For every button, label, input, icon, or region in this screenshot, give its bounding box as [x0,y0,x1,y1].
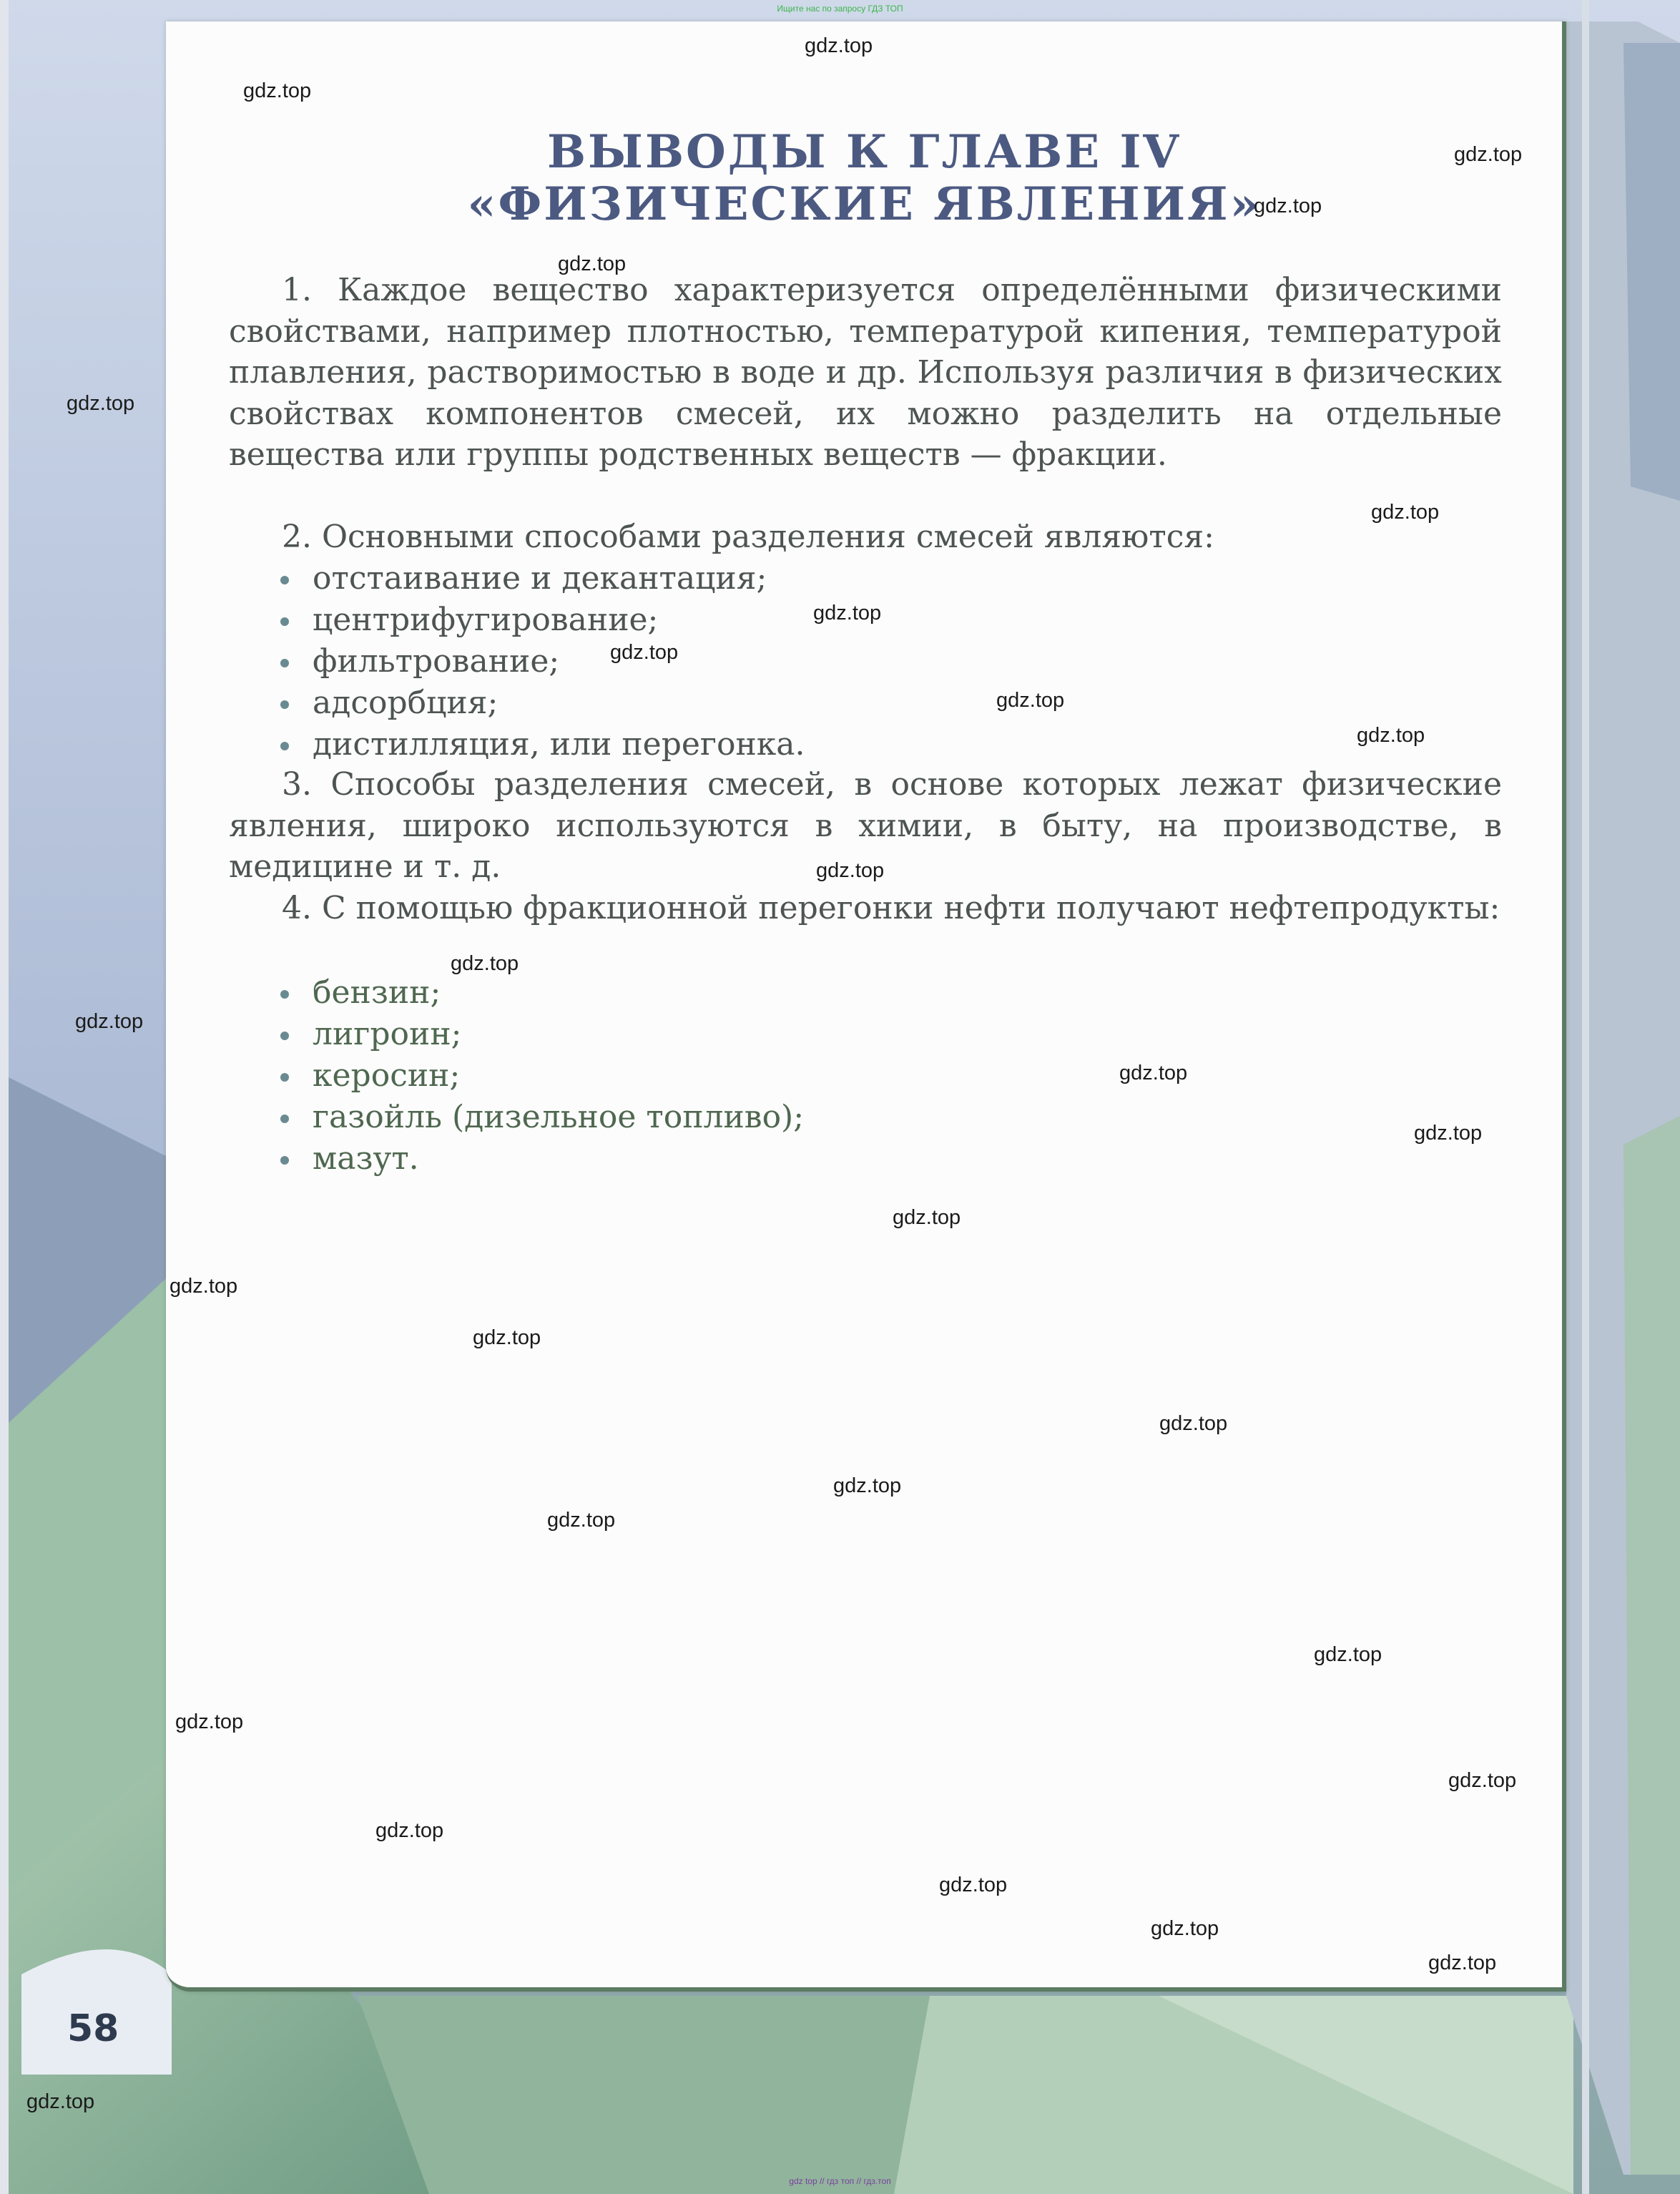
bullet-icon [280,990,289,999]
watermark: gdz.top [805,34,873,57]
bullet-icon [280,1032,289,1040]
conclusion-3-text: 3. Способы разделения смесей, в основе которых лежат физические явления, широко используются в химии, в быту, на производстве, в медицине и т. д. [229,766,1502,885]
watermark: gdz.top [170,1275,238,1298]
watermark: gdz.top [996,689,1065,712]
list-item: фильтрование; [313,643,560,680]
list-item: центрифугирование; [313,602,659,638]
watermark: gdz.top [75,1010,144,1033]
conclusion-2 [229,516,1502,558]
watermark: gdz.top [547,1509,616,1532]
top-banner: Ищите нас по запросу ГДЗ ТОП [777,4,903,14]
bullet-icon [280,700,289,709]
list-item: бензин; [313,974,441,1011]
watermark: gdz.top [816,859,885,882]
bullet-icon [280,576,289,584]
watermark: gdz.top [813,602,882,625]
watermark: gdz.top [1414,1122,1483,1145]
chapter-name-title: «ФИЗИЧЕСКИЕ ЯВЛЕНИЯ» [467,177,1261,231]
bullet-icon [280,617,289,626]
bullet-icon [280,1073,289,1082]
watermark: gdz.top [1357,724,1425,747]
list-item: мазут. [313,1140,419,1177]
watermark: gdz.top [1151,1917,1219,1940]
bullet-icon [280,1115,289,1123]
bullet-icon [280,742,289,750]
list-item: лигроин; [313,1016,462,1052]
conclusion-2-text: 2. Основными способами разделения смесей являются: [282,519,1214,555]
watermark: gdz.top [1254,195,1322,217]
watermark: gdz.top [1119,1062,1188,1084]
conclusion-1-text: 1. Каждое вещество характеризуется определёнными физическими свойствами, например плотностью, температурой кипения, температурой плавления, растворимостью в воде и др. Используя различия в физических свойствах компонентов смесей, их можно разделить на отдельные вещества или группы родственных веществ — фракции. [229,272,1502,473]
watermark: gdz.top [610,641,679,664]
list-item: газойль (дизельное топливо); [313,1099,805,1135]
watermark: gdz.top [451,952,519,975]
watermark: gdz.top [558,253,627,275]
watermark: gdz.top [26,2090,95,2113]
watermark: gdz.top [67,392,135,415]
watermark: gdz.top [243,79,312,102]
watermark: gdz.top [1454,143,1523,166]
conclusion-1 [229,270,1502,476]
watermark: gdz.top [1314,1643,1382,1666]
watermark: gdz.top [375,1819,444,1842]
conclusion-4-text: 4. С помощью фракционной перегонки нефти получают нефтепродукты: [282,890,1500,926]
list-item: керосин; [313,1057,461,1094]
watermark: gdz.top [833,1474,902,1497]
page-number: 58 [67,2007,119,2050]
conclusion-4 [229,888,1502,929]
list-item: отстаивание и декантация; [313,560,767,597]
bullet-icon [280,1156,289,1165]
watermark: gdz.top [1428,1951,1497,1974]
bottom-banner: gdz top // гдз топ // гдз.топ [789,2176,891,2186]
watermark: gdz.top [175,1710,244,1733]
watermark: gdz.top [473,1326,541,1349]
watermark: gdz.top [1159,1412,1228,1435]
watermark: gdz.top [1371,501,1440,524]
watermark: gdz.top [939,1874,1008,1896]
watermark: gdz.top [893,1206,961,1229]
watermark: gdz.top [1448,1769,1517,1792]
list-item: адсорбция; [313,685,498,721]
bullet-icon [280,659,289,667]
list-item: дистилляция, или перегонка. [313,726,805,763]
chapter-conclusions-title: ВЫВОДЫ К ГЛАВЕ IV [546,125,1182,179]
